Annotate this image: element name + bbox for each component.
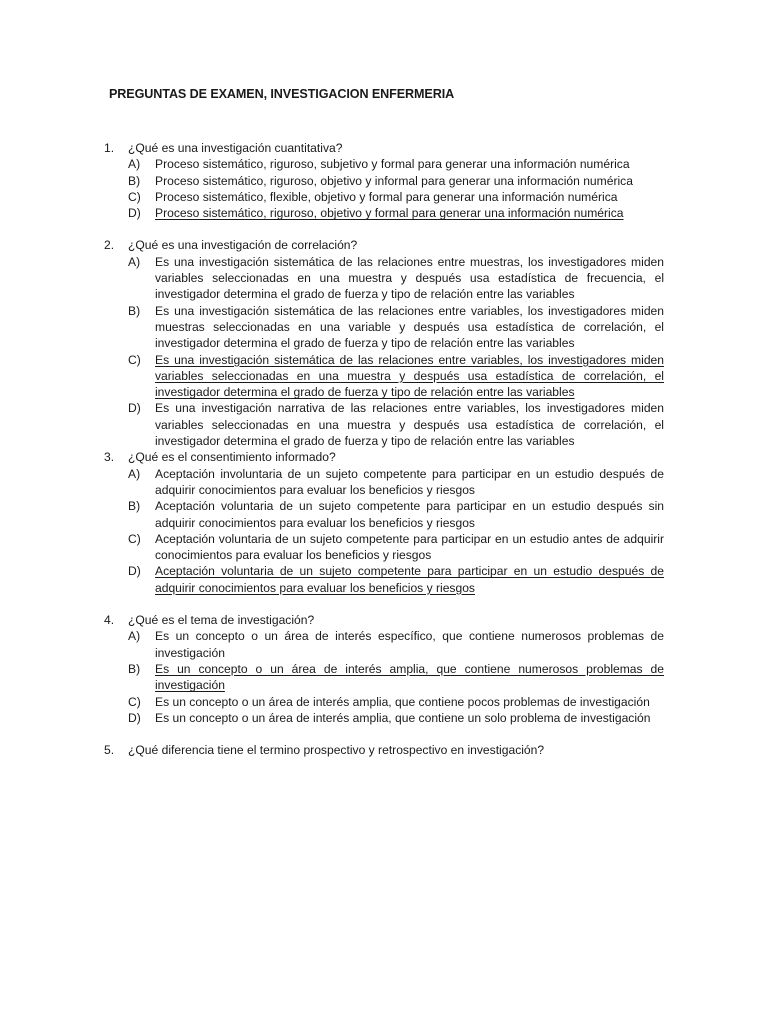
option-letter: A) [128, 629, 141, 644]
option-text: Aceptación voluntaria de un sujeto competente para participar en un estudio después sin adquirir conocimientos para evaluar los beneficios y riesgos [155, 499, 664, 530]
option-d [104, 205, 664, 221]
option-text: Es un concepto o un área de interés amplia, que contiene numerosos problemas de investigación [155, 661, 664, 693]
option-c [104, 352, 664, 401]
option-letter: C) [128, 531, 141, 546]
question-number: 3. [104, 450, 115, 465]
question-text: ¿Qué es una investigación cuantitativa? [128, 141, 343, 155]
spacer [104, 726, 664, 742]
option-text: Es una investigación sistemática de las relaciones entre variables, los investigadores miden variables seleccionadas en una muestra y después usa estadística de correlación, el investigador determina el grado de fuerza y tipo de relación entre las variables [155, 352, 664, 400]
option-text: Es una investigación sistemática de las relaciones entre muestras, los investigadores miden variables seleccionadas en una muestra y después usa estadística de frecuencia, el investigador determina el grado de fuerza y tipo de relación entre las variables [155, 254, 664, 302]
option-c [104, 189, 664, 205]
question-list [104, 140, 664, 758]
option-b [104, 173, 664, 189]
question-text: ¿Qué es el consentimiento informado? [128, 450, 336, 465]
option-b [104, 303, 664, 352]
option-text: Es una investigación sistemática de las relaciones entre variables, los investigadores miden muestras seleccionadas en una variable y después usa estadística de correlación, el investigador determina el grado de fuerza y tipo de relación entre las variables [155, 303, 664, 351]
option-a [104, 254, 664, 303]
option-letter: D) [128, 401, 141, 416]
option-letter: C) [128, 694, 141, 709]
option-letter: C) [128, 189, 141, 204]
option-text: Aceptación voluntaria de un sujeto competente para participar en un estudio después de adquirir conocimientos para evaluar los beneficios y riesgos [155, 564, 664, 595]
option-b [104, 498, 664, 531]
document-title: PREGUNTAS DE EXAMEN, INVESTIGACION ENFERMERIA [109, 87, 455, 101]
option-text: Proceso sistemático, riguroso, objetivo y formal para generar una información numérica [155, 206, 624, 221]
option-text: Aceptación voluntaria de un sujeto competente para participar en un estudio antes de adquirir conocimientos para evaluar los beneficios y riesgos [155, 531, 664, 563]
option-text: Es una investigación narrativa de las relaciones entre variables, los investigadores miden variables seleccionadas en una muestra y después usa estadística de correlación, el investigador determina el grado de fuerza y tipo de relación entre las variables [155, 401, 664, 449]
option-letter: A) [128, 466, 141, 481]
option-text: Aceptación involuntaria de un sujeto competente para participar en un estudio después de adquirir conocimientos para evaluar los beneficios y riesgos [155, 466, 664, 497]
option-text: Es un concepto o un área de interés específico, que contiene numerosos problemas de investigación [155, 629, 664, 660]
question-4 [104, 612, 664, 726]
option-text: Es un concepto o un área de interés amplia, que contiene un solo problema de investigación [155, 710, 651, 725]
option-text: Proceso sistemático, flexible, objetivo y formal para generar una información numérica [155, 189, 618, 204]
option-letter: A) [128, 254, 141, 269]
option-letter: B) [128, 173, 141, 188]
question-text: ¿Qué diferencia tiene el termino prospectivo y retrospectivo en investigación? [128, 743, 545, 758]
option-d [104, 710, 664, 726]
question-text: ¿Qué es el tema de investigación? [128, 613, 315, 628]
option-letter: B) [128, 661, 141, 676]
option-d [104, 400, 664, 449]
question-number: 4. [104, 613, 115, 628]
question-3 [104, 449, 664, 596]
option-list [104, 156, 664, 221]
option-c [104, 694, 664, 710]
option-letter: D) [128, 564, 141, 579]
option-list [104, 628, 664, 726]
option-letter: C) [128, 352, 141, 367]
option-text: Es un concepto o un área de interés amplia, que contiene pocos problemas de investigación [155, 694, 650, 709]
question-1 [104, 140, 664, 221]
option-a [104, 628, 664, 661]
question-number: 2. [104, 238, 115, 253]
spacer [104, 221, 664, 237]
option-letter: D) [128, 710, 141, 725]
option-a [104, 466, 664, 499]
option-c [104, 531, 664, 564]
option-text: Proceso sistemático, riguroso, subjetivo y formal para generar una información numérica [155, 157, 630, 172]
option-text: Proceso sistemático, riguroso, objetivo y informal para generar una información numérica [155, 173, 633, 188]
question-number: 1. [104, 141, 115, 155]
option-letter: D) [128, 206, 141, 221]
question-number: 5. [104, 743, 115, 758]
spacer [104, 596, 664, 612]
option-b [104, 661, 664, 694]
option-a [104, 156, 664, 172]
question-2 [104, 237, 664, 449]
option-d [104, 563, 664, 596]
question-5 [104, 742, 664, 758]
option-letter: B) [128, 499, 141, 514]
option-list [104, 254, 664, 450]
question-text: ¿Qué es una investigación de correlación? [128, 238, 358, 253]
option-list [104, 466, 664, 596]
option-letter: B) [128, 303, 141, 318]
option-letter: A) [128, 157, 141, 172]
